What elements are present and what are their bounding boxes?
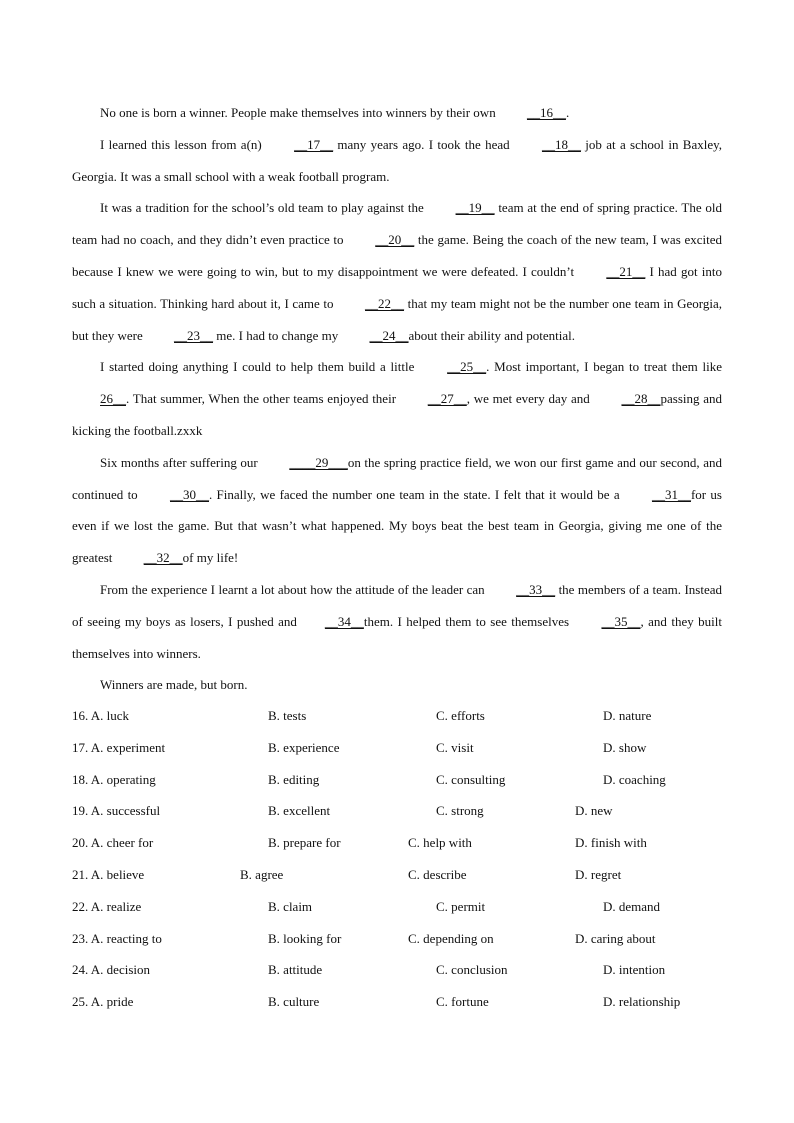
text: passing and kicking the football.zxxk [72,391,722,438]
option-a: 17. A. experiment [72,739,166,755]
option-b: B. prepare for [268,835,341,851]
blank-21: __21__ [606,263,646,279]
blank-27: __27__ [427,391,467,407]
option-a: 18. A. operating [72,771,156,787]
option-a: 22. A. realize [72,898,142,914]
blank-18: __18__ [541,136,581,152]
paragraph-4 [72,351,722,446]
text: the game. Being the coach of the new team, I was excited because I knew we were going to win, but to my disappointment we were defeated. I couldn’t [72,232,722,279]
text: Winners are made, but born. [100,677,248,693]
text: I had got into such a situation. Thinking hard about it, I came to [72,263,722,311]
option-d: D. demand [603,898,661,914]
text: many years ago. I took the head [333,136,514,152]
text: on the spring practice field, we won our first game and our second, and continued to [72,454,722,502]
option-d: D. relationship [603,994,681,1010]
text: that my team might not be the number one team in Georgia, but they were [72,295,722,343]
paragraph-1 [72,97,722,129]
option-row-17 [72,732,732,764]
text: I started doing anything I could to help them build a little [100,359,420,375]
blank-20: __20__ [375,232,415,248]
text: of my life! [182,550,239,566]
text: them. I helped them to see themselves [363,613,574,629]
text: the members of a team. Instead of seeing my boys as losers, I pushed and [72,581,722,629]
option-a: 23. A. reacting to [72,930,162,946]
blank-26: 26__ [100,391,126,407]
option-b: B. attitude [268,962,323,978]
text: No one is born a winner. People make themselves into winners by their own [100,105,499,120]
option-d: D. show [603,739,647,755]
cloze-passage [72,97,722,701]
blank-31: __31__ [651,486,691,502]
blank-28: __28__ [621,391,661,407]
text: It was a tradition for the school’s old team to play against the [100,200,428,216]
blank-17: __17__ [294,136,334,152]
paragraph-5 [72,447,722,574]
text: for us even if we lost the game. But that wasn’t what happened. My boys beat the best team in Georgia, giving me one of the greatest [72,486,722,566]
text: team at the end of spring practice. The old team had no coach, and they didn’t even practice to [72,200,722,248]
paragraph-3 [72,192,722,351]
option-row-18 [72,764,732,796]
option-c: C. fortune [436,994,489,1010]
option-row-22 [72,891,732,923]
answer-options [72,700,732,1018]
blank-23: __23__ [174,327,214,343]
option-a: 16. A. luck [72,708,130,723]
option-d: D. coaching [603,771,666,787]
option-a: 24. A. decision [72,962,150,978]
blank-34: __34__ [324,613,364,629]
blank-29: ____29___ [289,454,348,470]
option-b: B. editing [268,771,320,787]
option-c: C. strong [436,803,484,819]
blank-19: __19__ [455,200,495,216]
blank-24: __24__ [369,327,409,343]
option-a: 20. A. cheer for [72,835,154,851]
option-c: C. visit [436,739,474,755]
text: about their ability and potential. [408,327,575,343]
text: Six months after suffering our [100,454,262,470]
text: . Finally, we faced the number one team in the state. I felt that it would be a [209,486,624,502]
option-row-21 [72,859,732,891]
blank-30: __30__ [170,486,209,502]
paragraph-2 [72,129,722,193]
option-row-25 [72,986,732,1018]
option-row-24 [72,954,732,986]
blank-32: __32__ [143,550,183,566]
option-c: C. efforts [436,708,485,723]
option-row-19 [72,795,732,827]
text: . [565,105,570,120]
text: , we met every day and [466,391,594,407]
option-row-20 [72,827,732,859]
text: I learned this lesson from a(n) [100,136,267,152]
option-a: 25. A. pride [72,994,134,1010]
option-b: B. agree [240,866,284,882]
option-d: D. intention [603,962,666,978]
option-c: C. describe [408,866,467,882]
paragraph-7 [72,669,722,701]
option-c: C. depending on [408,930,494,946]
option-b: B. culture [268,994,320,1010]
option-d: D. regret [575,866,622,882]
blank-25: __25__ [447,359,487,375]
option-c: C. conclusion [436,962,508,978]
text: From the experience I learnt a lot about how the attitude of the leader can [100,581,489,597]
blank-22: __22__ [365,295,405,311]
text: job at a school in Baxley, Georgia. It was a small school with a weak football program. [72,136,723,184]
option-b: B. experience [268,739,340,755]
option-c: C. consulting [436,771,506,787]
option-c: C. permit [436,898,486,914]
blank-33: __33__ [516,581,556,597]
option-a: 19. A. successful [72,803,161,819]
text: . That summer, When the other teams enjoyed their [126,391,400,407]
option-b: B. excellent [268,803,331,819]
blank-16: __16__ [526,105,566,120]
option-d: D. nature [603,708,652,723]
option-d: D. caring about [575,930,656,946]
option-row-23 [72,923,732,955]
blank-35: __35__ [601,613,641,629]
option-b: B. looking for [268,930,342,946]
text: , and they built themselves into winners. [72,613,722,661]
option-d: D. finish with [575,835,647,851]
option-a: 21. A. believe [72,866,145,882]
option-b: B. tests [268,708,307,723]
text: . Most important, I began to treat them like [486,359,722,375]
text: me. I had to change my [213,327,342,343]
option-row-16 [72,700,732,732]
paragraph-6 [72,574,722,669]
option-d: D. new [575,803,613,819]
option-c: C. help with [408,835,472,851]
option-b: B. claim [268,898,313,914]
